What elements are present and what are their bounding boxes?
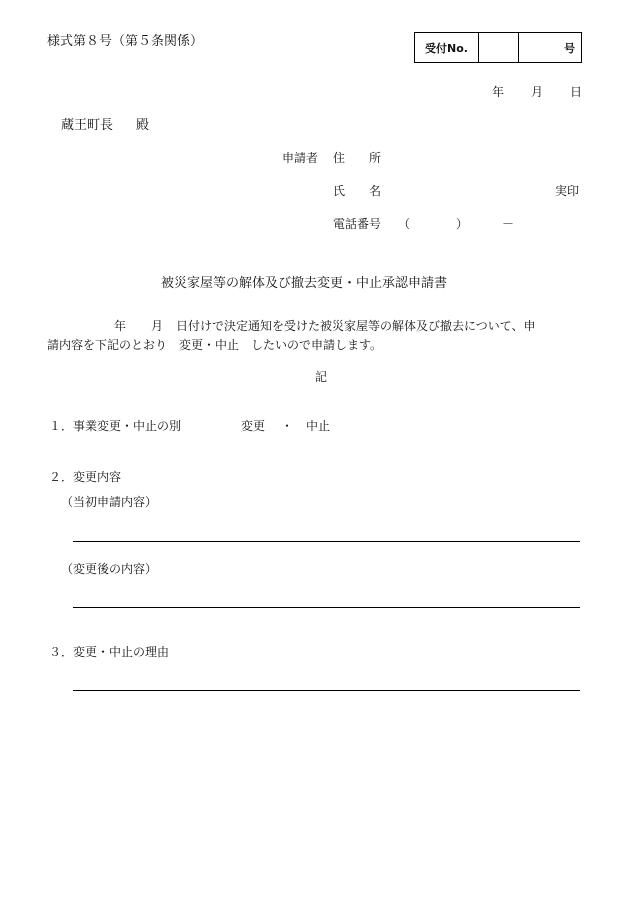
item3-label: ３．変更・中止の理由: [49, 645, 170, 659]
receipt-suffix: 号: [564, 41, 575, 55]
seal-label: 実印: [555, 184, 580, 198]
item1-stop-option[interactable]: 中止: [306, 419, 331, 433]
document-title: 被災家屋等の解体及び撤去変更・中止承認申請書: [161, 276, 448, 291]
date-month: 月: [531, 85, 544, 99]
name-label: 氏 名: [333, 184, 382, 198]
date-day: 日: [570, 85, 583, 99]
date-year: 年: [492, 85, 505, 99]
item2-label: ２．変更内容: [49, 470, 122, 484]
phone-close-paren: ）: [456, 217, 469, 231]
receipt-label: 受付No.: [415, 33, 479, 62]
body-month: 月: [151, 319, 164, 333]
phone-open-paren: （: [398, 217, 411, 231]
addressee-name: 蔵王町長: [61, 118, 114, 133]
form-number: 様式第８号（第５条関係）: [47, 34, 204, 49]
item1-change-option[interactable]: 変更: [241, 419, 266, 433]
item1-label: １．事業変更・中止の別: [49, 419, 182, 433]
item2-original-label: （当初申請内容）: [61, 495, 158, 509]
body-year: 年: [114, 319, 127, 333]
phone-dash: －: [502, 217, 515, 231]
receipt-box: [414, 32, 582, 63]
receipt-number-field[interactable]: [479, 33, 519, 62]
reason-line[interactable]: [73, 690, 580, 691]
original-content-line[interactable]: [73, 541, 580, 542]
applicant-label: 申請者: [282, 151, 319, 165]
addressee-honorific: 殿: [136, 118, 150, 133]
changed-content-line[interactable]: [73, 607, 580, 608]
item2-after-label: （変更後の内容）: [61, 562, 158, 576]
item1-dot: ・: [281, 419, 294, 433]
ki-heading: 記: [315, 370, 328, 384]
body-line2: 請内容を下記のとおり 変更・中止 したいので申請します。: [47, 338, 383, 352]
phone-label: 電話番号: [333, 217, 382, 231]
address-label: 住 所: [333, 151, 382, 165]
body-line1: 日付けで決定通知を受けた被災家屋等の解体及び撤去について、申: [176, 319, 536, 333]
